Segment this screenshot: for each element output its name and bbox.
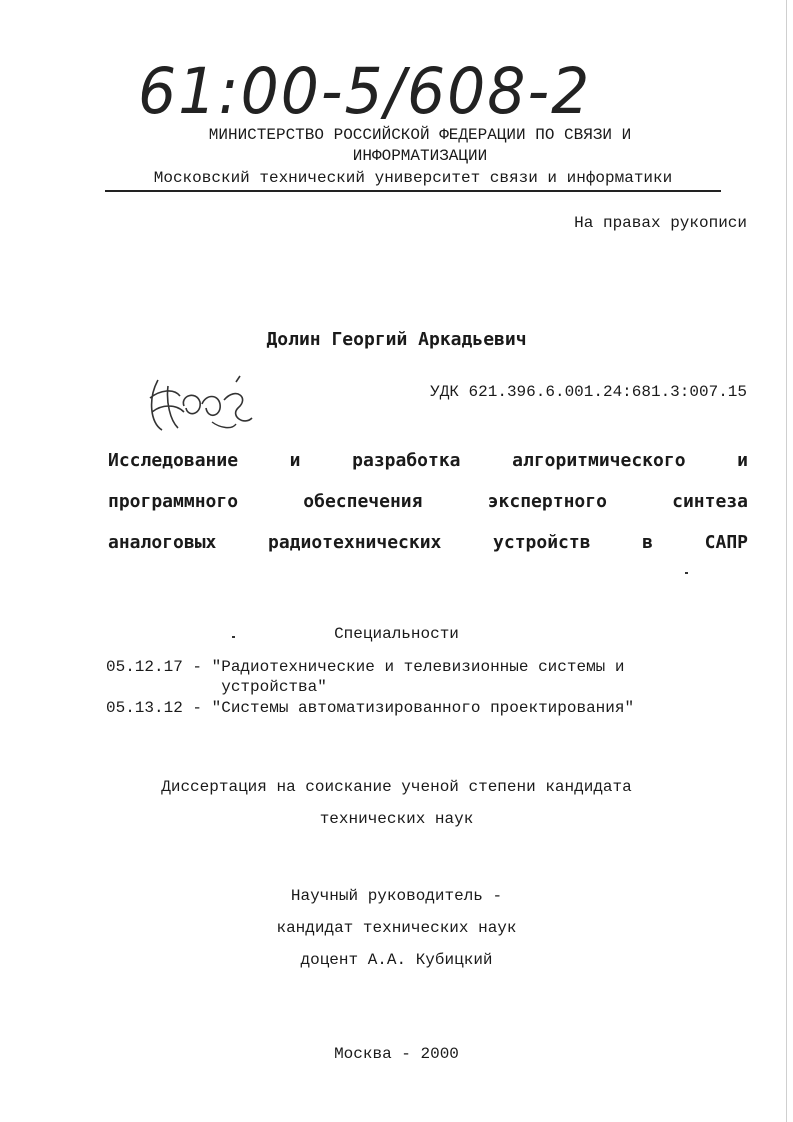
dissertation-degree-line-2: технических наук xyxy=(319,810,474,828)
supervisor-line-2: кандидат технических наук xyxy=(276,919,517,937)
specialties-heading: Специальности xyxy=(334,625,459,643)
university-name: Московский технический университет связи и информатики xyxy=(105,167,721,192)
dissertation-title xyxy=(108,440,748,563)
signature-image xyxy=(140,368,260,438)
scan-speck xyxy=(685,572,688,574)
supervisor-line-1: Научный руководитель - xyxy=(290,887,503,905)
title-line: аналоговых радиотехнических устройств в САПР xyxy=(108,532,748,553)
ministry-line-1: МИНИСТЕРСТВО РОССИЙСКОЙ ФЕДЕРАЦИИ ПО СВЯЗИ И xyxy=(208,126,632,144)
udc-code: УДК 621.396.6.001.24:681.3:007.15 xyxy=(430,383,747,401)
specialty-item: 05.12.17 - "Радиотехнические и телевизионные системы и устройства" xyxy=(106,658,625,696)
supervisor-line-3: доцент А.А. Кубицкий xyxy=(300,951,493,969)
author-name: Долин Георгий Аркадьевич xyxy=(266,329,527,350)
title-line: Исследование и разработка алгоритмического и xyxy=(108,450,748,471)
rights-note: На правах рукописи xyxy=(574,214,747,232)
specialty-item: 05.13.12 - "Системы автоматизированного проектирования" xyxy=(106,699,635,717)
title-line: программного обеспечения экспертного синтеза xyxy=(108,491,748,512)
ministry-header xyxy=(120,125,720,167)
handwritten-archive-code: 61:00-5/608-2 xyxy=(138,55,592,129)
city-year: Москва - 2000 xyxy=(334,1045,459,1063)
ministry-line-2: ИНФОРМАТИЗАЦИИ xyxy=(352,147,488,165)
dissertation-degree-line-1: Диссертация на соискание ученой степени кандидата xyxy=(161,778,632,796)
